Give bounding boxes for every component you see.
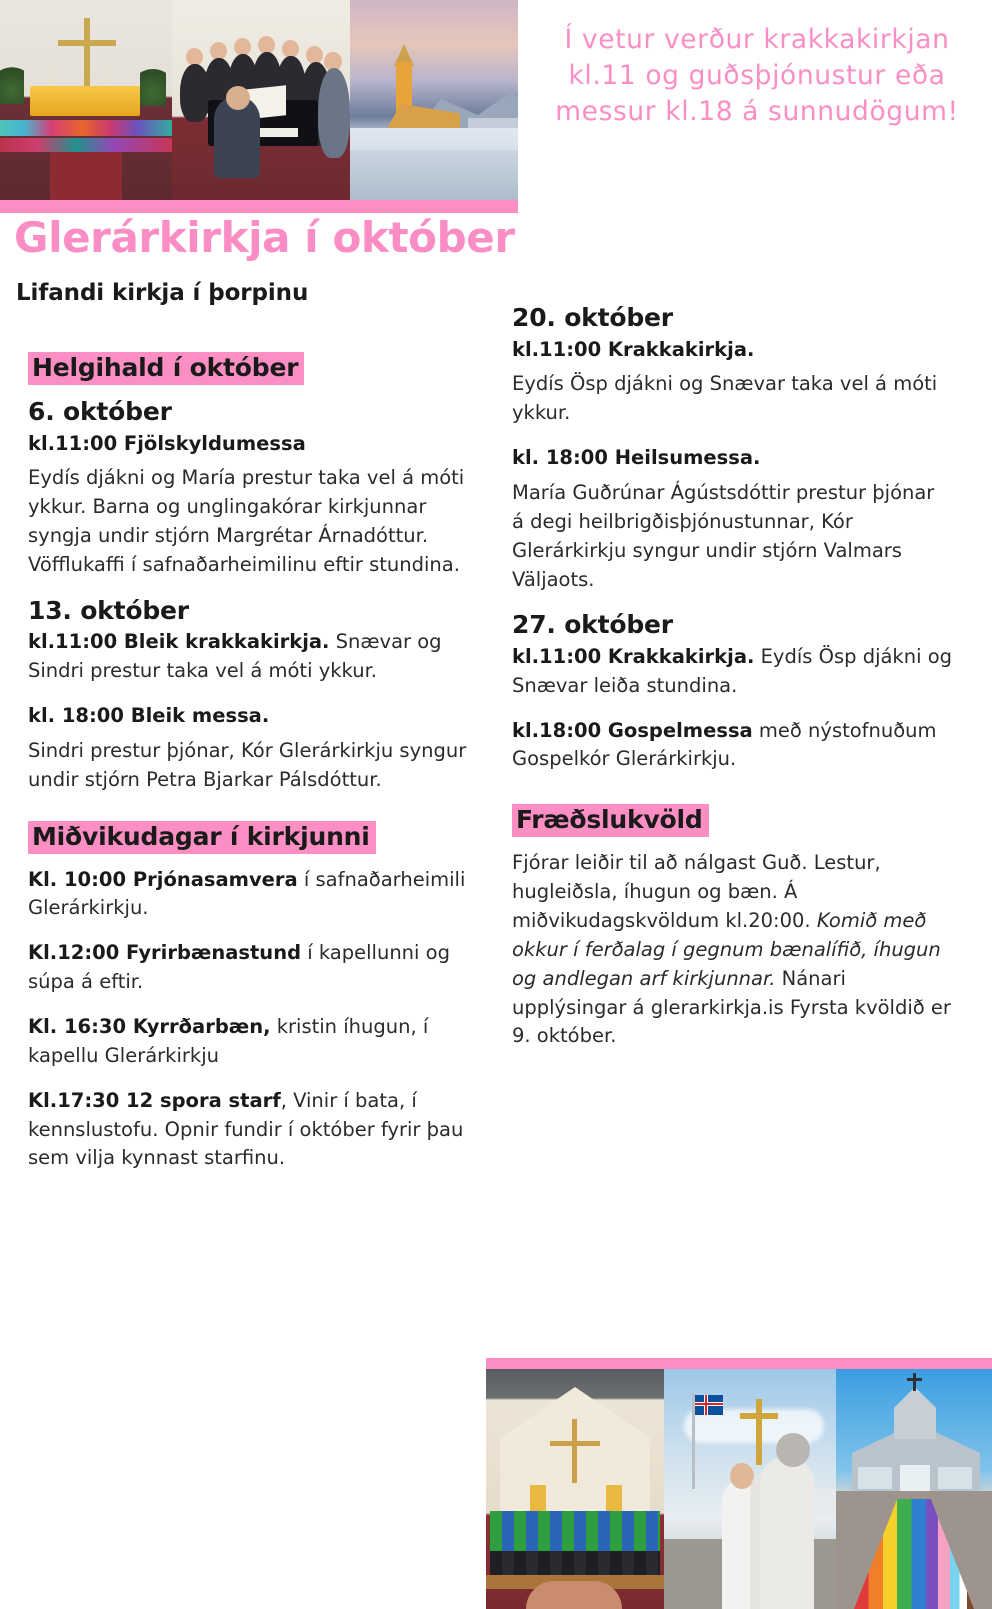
page-subtitle: Lifandi kirkja í þorpinu	[16, 280, 309, 306]
robed-figure	[760, 1457, 814, 1609]
event-date: 27. október	[512, 610, 673, 640]
event-line	[512, 643, 952, 701]
bottom-pink-divider	[486, 1358, 992, 1369]
event-description: Eydís djákni og María prestur taka vel á móti ykkur. Barna og unglingakórar kirkjunnar syngja undir stjórn Margrétar Árnadóttur. Vöfflukaffi í safnaðarheimilinu eftir stundina.	[28, 466, 465, 576]
event-block-13-oktober	[28, 596, 476, 795]
event-time-bold: kl.11:00 Krakkakirkja.	[512, 644, 755, 668]
fraedslu-italic: Komið með okkur í ferðalag í gegnum bænalífið, íhugun og andlegan arf kirkjunnar.	[512, 909, 941, 990]
event-time-bold: kl.11:00 Bleik krakkakirkja.	[28, 630, 330, 654]
cross-icon	[572, 1419, 577, 1483]
processional-cross-bar	[740, 1413, 778, 1419]
section-heading-midvikudagar: Miðvikudagar í kirkjunni	[28, 821, 376, 854]
processional-cross-icon	[756, 1399, 762, 1465]
cross-icon	[84, 18, 90, 90]
event-description: Sindri prestur þjónar, Kór Glerárkirkju syngur undir stjórn Petra Bjarkar Pálsdóttur.	[28, 738, 467, 791]
spacer	[512, 790, 952, 804]
rainbow-light-bar-1	[0, 120, 172, 136]
event-time-title	[512, 444, 952, 473]
event-time-title	[512, 336, 952, 365]
fraedslu-text-1: Fjórar leiðir til að nálgast Guð. Lestur, hugleiðsla, íhugun og bæn. Á miðvikudagskvöldum kl.20:00.	[512, 851, 881, 933]
section-heading-helgihald: Helgihald í október	[28, 352, 304, 385]
event-text: Snævar og Sindri prestur taka vel á móti ykkur.	[28, 630, 442, 683]
event-description: Eydís Ösp djákni og Snævar taka vel á móti ykkur.	[512, 372, 938, 425]
event-block-20-oktober	[512, 303, 952, 594]
event-block-6-oktober	[28, 397, 476, 580]
church-rainbow-walkway-photo	[836, 1369, 992, 1609]
aisle-carpet	[50, 152, 122, 200]
event-text: Eydís Ösp djákni og Snævar leiða stundina.	[512, 644, 953, 697]
cross-icon-bar	[907, 1378, 922, 1381]
event-description: María Guðrúnar Ágústsdóttir prestur þjónar á degi heilbrigðisþjónustunnar, Kór Glerárkirkju syngur undir stjórn Valmars Väljaots.	[512, 480, 935, 591]
fraedslu-text-2: Nánari upplýsingar á glerarkirkja.is Fyrsta kvöldið er 9. október.	[512, 966, 951, 1048]
event-date: 6. október	[28, 397, 172, 426]
foreground-person	[526, 1581, 622, 1609]
event-time-bold: kl.11:00 Fjölskyldumessa	[28, 431, 306, 455]
children-legs-row	[490, 1551, 660, 1577]
pianist-head	[226, 86, 250, 110]
altar-table	[30, 86, 140, 116]
cross-icon	[913, 1373, 916, 1391]
event-time-bold: kl. 18:00 Heilsumessa.	[512, 446, 761, 470]
church-window-left	[858, 1467, 892, 1489]
children-choir-row	[490, 1511, 660, 1553]
church-entrance	[900, 1465, 930, 1493]
choir-singing-photo	[172, 0, 350, 200]
weekday-line	[28, 1087, 476, 1174]
weekday-time-bold: Kl. 10:00 Prjónasamvera	[28, 867, 298, 891]
spacer	[28, 811, 476, 821]
lit-church-winter-photo	[350, 0, 518, 200]
weekday-text: kristin íhugun, í kapellu Glerárkirkju	[28, 1015, 429, 1067]
event-time-bold: kl.18:00 Gospelmessa	[512, 718, 753, 742]
event-line	[28, 628, 476, 686]
choir-member	[318, 68, 350, 158]
bottom-photo-strip	[486, 1369, 992, 1609]
fraedslukvold-description	[512, 849, 952, 1051]
event-date: 13. október	[28, 595, 189, 625]
event-time-bold: kl. 18:00 Bleik messa.	[28, 704, 270, 728]
church-tower	[894, 1387, 936, 1439]
page-title: Glerárkirkja í október	[14, 213, 515, 262]
weekday-line	[28, 866, 476, 924]
winter-schedule-note: Í vetur verður krakkakirkjan kl.11 og guðsþjónustur eða messur kl.18 á sunnudögum!	[555, 24, 959, 128]
event-block-27-oktober	[512, 610, 952, 774]
weekday-text: í safnaðarheimili Glerárkirkju.	[28, 867, 466, 920]
confirmation-procession-photo	[664, 1369, 836, 1609]
section-heading-fraedslukvold: Fræðslukvöld	[512, 804, 709, 837]
cross-icon-bar	[58, 40, 116, 46]
plant-left-decor	[0, 60, 24, 104]
church-window-right	[938, 1467, 972, 1489]
event-line	[512, 717, 952, 775]
weekday-text: , Vinir í bata, í kennslustofu. Opnir fundir í október fyrir þau sem vilja kynnast starfinu.	[28, 1088, 464, 1170]
event-date: 20. október	[512, 303, 673, 332]
right-column	[512, 303, 952, 1067]
weekday-time-bold: Kl.12:00 Fyrirbænastund	[28, 941, 302, 965]
flag-cross-vertical-red	[705, 1395, 707, 1415]
cross-icon-bar	[550, 1441, 600, 1446]
priest-head	[776, 1433, 810, 1467]
event-text: með nýstofnuðum Gospelkór Glerárkirkju.	[512, 718, 937, 771]
weekday-line	[28, 939, 476, 997]
top-photo-strip	[0, 0, 518, 200]
weekday-text: í kapellunni og súpa á eftir.	[28, 941, 450, 994]
top-pink-divider	[0, 200, 518, 213]
snow-foreground	[350, 150, 518, 200]
rainbow-light-bar-2	[0, 138, 172, 152]
event-time-bold: kl.11:00 Krakkakirkja.	[512, 337, 755, 361]
weekday-line	[28, 1013, 476, 1071]
flag-cross-horizontal-red	[695, 1403, 723, 1405]
church-altar-photo	[0, 0, 172, 200]
event-time-title	[28, 430, 476, 459]
weekday-time-bold: Kl.17:30 12 spora starf	[28, 1088, 281, 1112]
left-column	[28, 352, 476, 1189]
event-line	[28, 702, 476, 731]
weekday-time-bold: Kl. 16:30 Kyrrðarbæn,	[28, 1015, 271, 1039]
childrens-choir-photo	[486, 1369, 664, 1609]
plant-right-decor	[140, 62, 166, 106]
